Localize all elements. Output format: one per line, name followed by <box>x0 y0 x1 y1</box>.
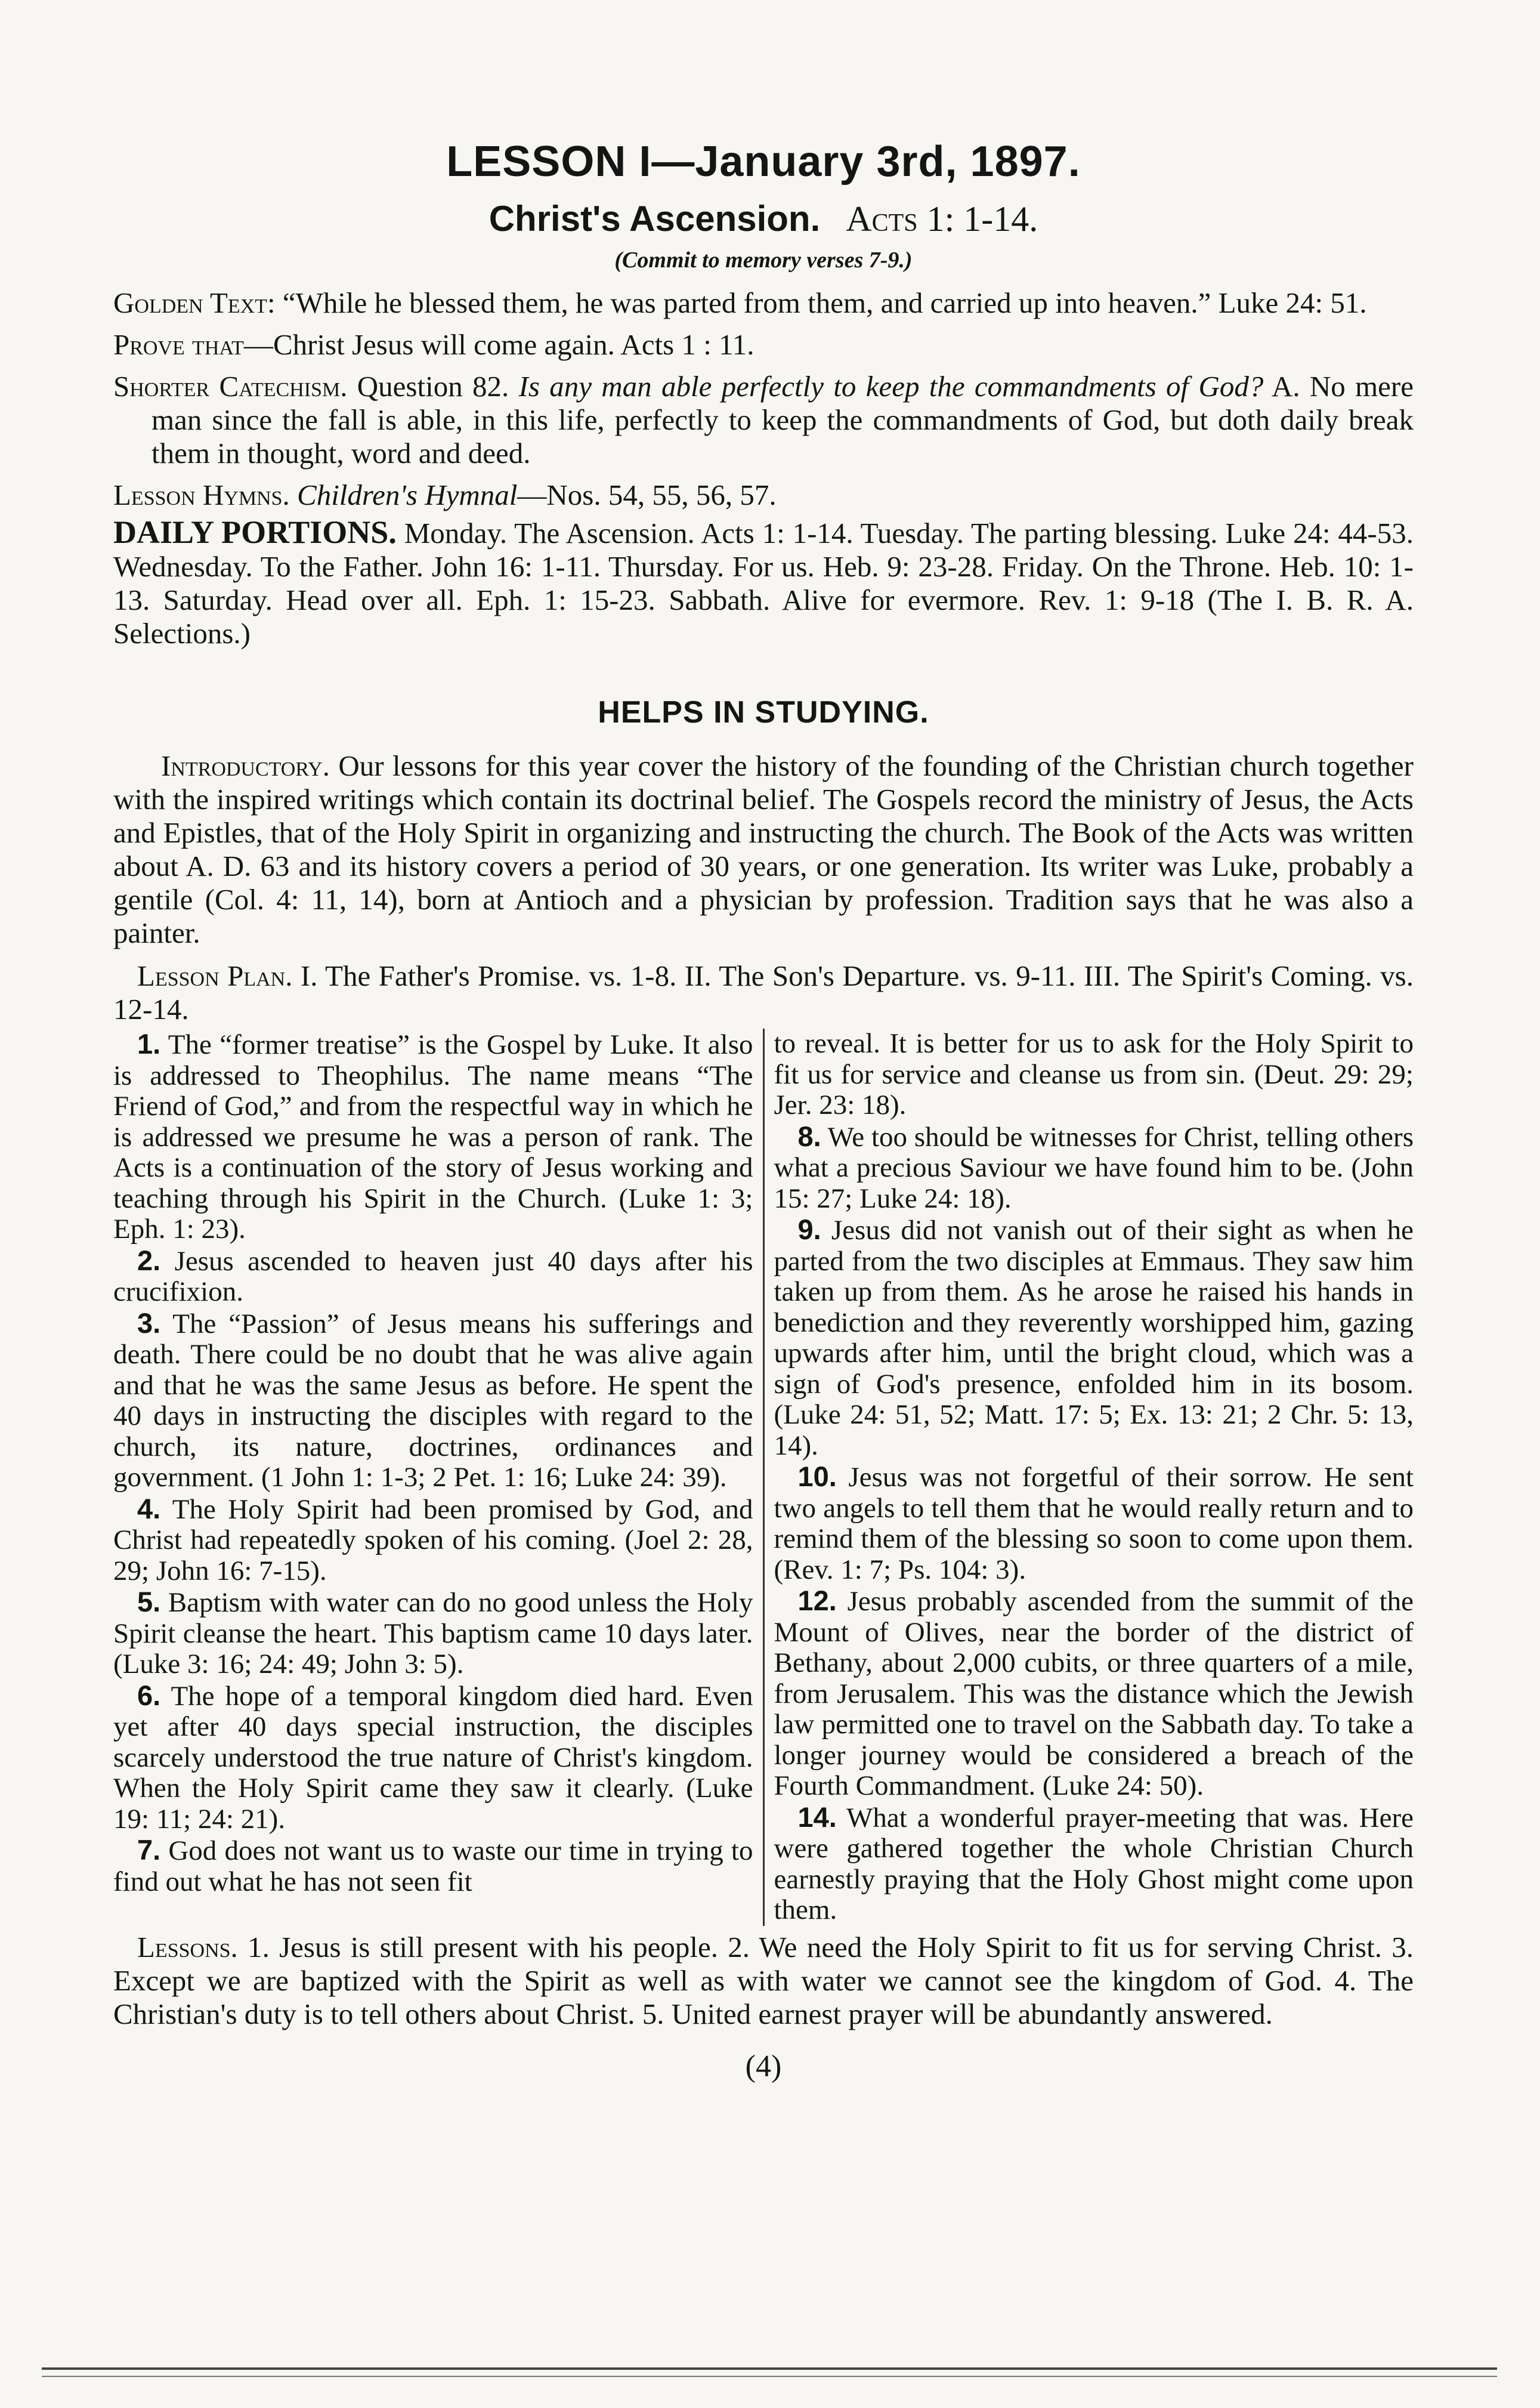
note <box>113 1308 753 1493</box>
hymns-book: Children's Hymnal <box>297 478 518 511</box>
lessons-body: 1. Jesus is still present with his people. 2. We need the Holy Spirit to fit us for serving Christ. 3. Except we are baptized with the Spirit as well as with water we cannot see the kingdom of God. 4. The Christian's duty is to tell others about Christ. 5. United earnest prayer will be abundantly answered. <box>113 1930 1414 2030</box>
note-number: 14. <box>797 1801 837 1833</box>
note-number: 7. <box>137 1834 161 1866</box>
catechism-label: Shorter Catechism. <box>113 370 348 403</box>
introductory-label: Introductory. <box>161 749 330 782</box>
note-number: 5. <box>137 1586 161 1617</box>
note-text: Jesus was not forgetful of their sorrow. He sent two angels to tell them that he would really return and to remind them of the blessing so soon to come upon them. (Rev. 1: 7; Ps. 104: 3). <box>774 1462 1414 1585</box>
prove-that-body: —Christ Jesus will come again. Acts 1 : 11. <box>243 328 754 361</box>
note <box>113 1493 753 1587</box>
shorter-catechism <box>113 370 1414 470</box>
lesson-plan-body: I. The Father's Promise. vs. 1-8. II. The Son's Departure. vs. 9-11. III. The Spirit's Coming. vs. 12-14. <box>113 959 1414 1026</box>
note <box>774 1585 1414 1802</box>
bottom-rule-thin <box>42 2376 1497 2377</box>
page-number: (4) <box>745 2049 782 2083</box>
lessons-label: Lessons. <box>137 1930 238 1964</box>
prove-that-label: Prove that <box>113 328 244 361</box>
note-number: 4. <box>137 1492 161 1524</box>
note <box>113 1029 753 1245</box>
bottom-rule <box>42 2367 1497 2370</box>
daily-portions-body: Monday. The Ascension. Acts 1: 1-14. Tuesday. The parting blessing. Luke 24: 44-53. Wednesday. To the Father. John 16: 1-11. Thursday. For us. Heb. 9: 23-28. Friday. On the Throne. Heb. 10: 1-13. Saturday. Head over all. Eph. 1: 15-23. Sabbath. Alive for evermore. Rev. 1: 9-18 (The I. B. R. A. Selections.) <box>113 517 1414 650</box>
note <box>774 1461 1414 1585</box>
note <box>113 1586 753 1680</box>
catechism-answer: A. No mere man since the fall is able, in this life, perfectly to keep the commandments of God, but doth daily break them in thought, word and deed. <box>151 370 1414 470</box>
note-text: What a wonderful prayer-meeting that was. Here were gathered together the whole Christian Church earnestly praying that the Holy Ghost might come upon them. <box>774 1802 1414 1925</box>
introductory-body: Our lessons for this year cover the history of the founding of the Christian church together with the inspired writings which contain its doctrinal belief. The Gospels record the ministry of Jesus, the Acts and Epistles, that of the Holy Spirit in organizing and instructing the church. The Book of the Acts was written about A. D. 63 and its history covers a period of 30 years, or one generation. Its writer was Luke, probably a gentile (Col. 4: 11, 14), born at Antioch and a physician by profession. Tradition says that he was also a painter. <box>113 749 1414 949</box>
golden-text <box>113 286 1414 320</box>
note-number: 1. <box>137 1028 161 1060</box>
note-text: The hope of a temporal kingdom died hard. Even yet after 40 days special instruction, the disciples scarcely understood the true nature of Christ's kingdom. When the Holy Spirit came they saw it clearly. (Luke 19: 11; 24: 21). <box>113 1680 753 1835</box>
lesson-hymns <box>113 478 1414 512</box>
memory-note: (Commit to memory verses 7-9.) <box>614 248 913 273</box>
note-text: Jesus probably ascended from the summit of the Mount of Olives, near the border of the district of Bethany, about 2,000 cubits, or three quarters of a mile, from Jerusalem. This was the distance which the Jewish law permitted one to travel on the Sabbath day. To take a longer journey would be considered a breach of the Fourth Commandment. (Luke 24: 50). <box>774 1586 1414 1801</box>
note <box>113 1680 753 1835</box>
lesson-title: LESSON I—January 3rd, 1897. <box>446 138 1081 186</box>
note-number: 12. <box>797 1585 837 1616</box>
lesson-reference: Acts 1: 1-14. <box>846 199 1038 239</box>
hymns-label: Lesson Hymns. <box>113 478 290 511</box>
lesson-subtitle <box>113 198 1414 240</box>
note-text: The “Passion” of Jesus means his sufferings and death. There could be no doubt that he was alive again and that he was the same Jesus as before. He spent the 40 days in instructing the disciples with regard to the church, its nature, doctrines, ordinances and government. (1 John 1: 1-3; 2 Pet. 1: 16; Luke 24: 39). <box>113 1308 753 1493</box>
lesson-plan-label: Lesson Plan. <box>137 959 293 992</box>
golden-text-label: Golden Text: <box>113 286 276 319</box>
daily-portions-label: DAILY PORTIONS. <box>113 514 397 550</box>
lesson-plan <box>113 959 1414 1026</box>
note-number: 10. <box>797 1461 837 1492</box>
note-text: Baptism with water can do no good unless the Holy Spirit cleanse the heart. This baptism came 10 days later. (Luke 3: 16; 24: 49; John 3: 5). <box>113 1587 753 1680</box>
hymns-numbers: —Nos. 54, 55, 56, 57. <box>517 478 777 511</box>
note-text: We too should be witnesses for Christ, telling others what a precious Saviour we have found him to be. (John 15: 27; Luke 24: 18). <box>774 1121 1414 1214</box>
note-number: 9. <box>797 1214 821 1245</box>
note-text: Jesus ascended to heaven just 40 days after his crucifixion. <box>113 1245 753 1307</box>
note <box>113 1835 753 1897</box>
note-number: 6. <box>137 1679 161 1711</box>
note <box>774 1802 1414 1926</box>
note-text: God does not want us to waste our time in trying to find out what he has not seen fit <box>113 1835 753 1897</box>
lessons <box>113 1931 1414 2031</box>
daily-portions <box>113 515 1414 650</box>
note-text: Jesus did not vanish out of their sight as when he parted from the two disciples at Emmaus. They saw him taken up from them. As he arose he raised his hands in benediction and they reverently worshipped him, gazing upwards after him, until the bright cloud, which was a sign of God's presence, enfolded him in its bosom. (Luke 24: 51, 52; Matt. 17: 5; Ex. 13: 21; 2 Chr. 5: 13, 14). <box>774 1215 1414 1461</box>
notes-right-column <box>763 1029 1414 1926</box>
prove-that <box>113 328 1414 362</box>
note-number: 8. <box>797 1120 821 1152</box>
lesson-topic: Christ's Ascension. <box>488 199 821 239</box>
introductory <box>113 749 1414 950</box>
note <box>774 1214 1414 1461</box>
golden-text-body: “While he blessed them, he was parted from them, and carried up into heaven.” Luke 24: 51. <box>282 286 1367 319</box>
note-number: 3. <box>137 1307 161 1339</box>
note-number: 2. <box>137 1244 161 1276</box>
note-text: to reveal. It is better for us to ask for the Holy Spirit to fit us for service and cleanse us from sin. (Deut. 29: 29; Jer. 23: 18). <box>774 1028 1414 1120</box>
notes-left-column <box>113 1029 763 1926</box>
note-text: The “former treatise” is the Gospel by Luke. It also is addressed to Theophilus. The name means “The Friend of God,” and from the respectful way in which he is addressed we presume he was a person of rank. The Acts is a continuation of the story of Jesus working and teaching through his Spirit in the Church. (Luke 1: 3; Eph. 1: 23). <box>113 1029 753 1245</box>
page-content <box>113 137 1414 2084</box>
note <box>774 1121 1414 1215</box>
helps-heading: HELPS IN STUDYING. <box>598 695 929 730</box>
notes-columns <box>113 1029 1414 1926</box>
note-continuation <box>774 1029 1414 1121</box>
note <box>113 1245 753 1308</box>
catechism-question-number: Question 82. <box>357 370 509 403</box>
catechism-question: Is any man able perfectly to keep the commandments of God? <box>518 370 1264 403</box>
note-text: The Holy Spirit had been promised by God, and Christ had repeatedly spoken of his coming. (Joel 2: 28, 29; John 16: 7-15). <box>113 1493 753 1586</box>
